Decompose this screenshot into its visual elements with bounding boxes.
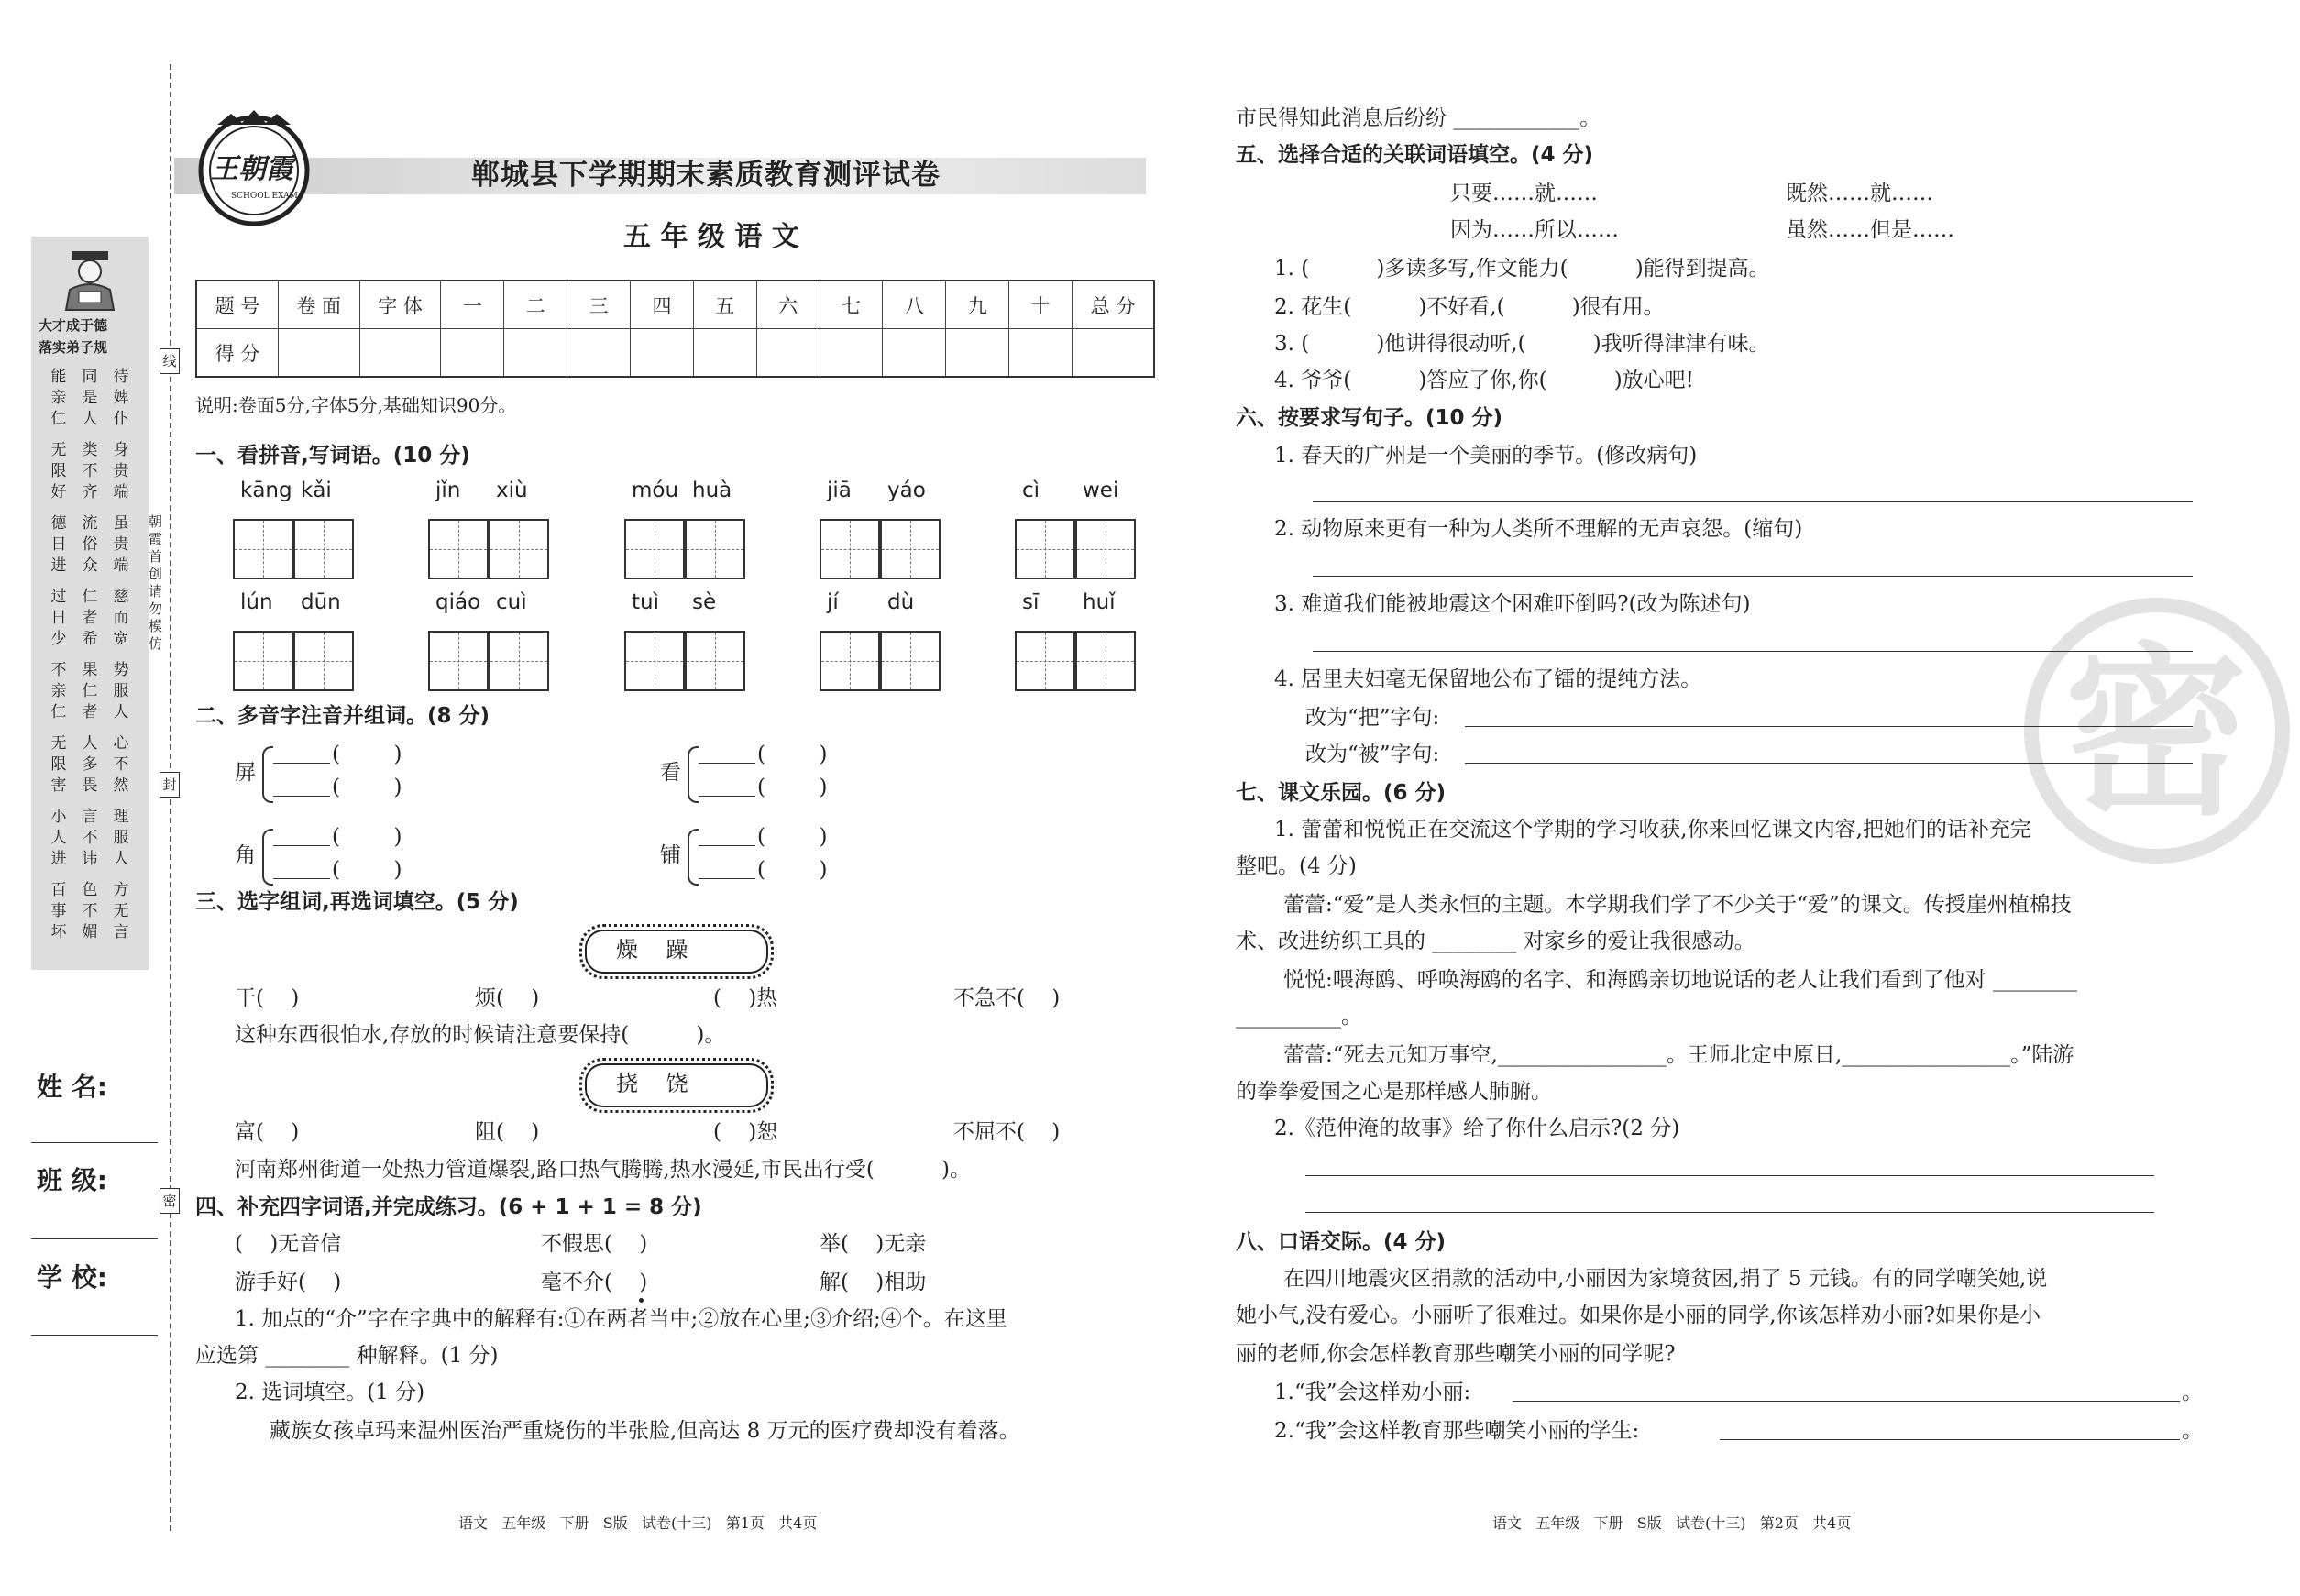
- logo-emblem: [194, 108, 314, 227]
- s6-item-2: 2. 动物原来更有一种为人类所不理解的无声哀怨。(缩句): [1274, 517, 1803, 541]
- motto-column: 不亲仁: [50, 661, 67, 721]
- motto-column: 方无言: [113, 881, 129, 941]
- s6-ba-answer[interactable]: [1465, 726, 2193, 727]
- motto-strip: [31, 237, 149, 970]
- score-header-cell: 总 分: [1073, 281, 1154, 329]
- tianzige-box[interactable]: [293, 519, 354, 579]
- tianzige-box[interactable]: [624, 631, 685, 691]
- section2-title: 二、多音字注音并组词。(8 分): [195, 704, 490, 728]
- score-input-cell[interactable]: [820, 329, 883, 378]
- instructions: 说明:卷面5分,字体5分,基础知识90分。: [195, 394, 517, 416]
- word-parentheses[interactable]: ( ): [332, 776, 402, 799]
- motto-column: 同是人: [82, 368, 98, 428]
- section1-title: 一、看拼音,写词语。(10 分): [195, 444, 470, 468]
- pinyin-syllable: huà: [692, 479, 732, 502]
- pinyin-answer-line[interactable]: [273, 845, 330, 846]
- footer-right: 语文 五年级 下册 S版 试卷(十三) 第2页 共4页: [1492, 1514, 1852, 1532]
- pinyin-answer-line[interactable]: [699, 763, 755, 764]
- s6-item-3: 3. 难道我们能被地震这个困难吓倒吗?(改为陈述句): [1274, 592, 1751, 616]
- pinyin-syllable: sī: [1022, 590, 1040, 614]
- motto-column: 能亲仁: [50, 368, 67, 428]
- score-header-cell: 字 体: [359, 281, 441, 329]
- pinyin-syllable: kǎi: [301, 479, 332, 502]
- motto-banner-bottom: 落实弟子规: [39, 339, 108, 356]
- s4-row2-c[interactable]: 解( )相助: [820, 1271, 927, 1294]
- score-input-cell[interactable]: [1009, 329, 1073, 378]
- motto-column: 无限好: [50, 441, 67, 501]
- s6-ba-label: 改为“把”字句:: [1305, 706, 1440, 730]
- motto-column: 德日进: [50, 514, 67, 575]
- seal-mark-feng: 封: [160, 772, 180, 798]
- score-header-cell: 六: [756, 281, 820, 329]
- word-parentheses[interactable]: ( ): [757, 776, 828, 799]
- section8-title: 八、口语交际。(4 分): [1236, 1230, 1447, 1254]
- s3-row2-d[interactable]: 不屈不( ): [953, 1120, 1061, 1144]
- s4-row2-b[interactable]: 毫不介( ): [541, 1271, 648, 1294]
- polyphone-char: 屏: [235, 761, 256, 785]
- tianzige-box[interactable]: [428, 631, 489, 691]
- pinyin-syllable: lún: [240, 590, 273, 614]
- pinyin-syllable: jiā: [827, 479, 852, 502]
- tianzige-box[interactable]: [1015, 519, 1075, 579]
- pinyin-syllable: qiáo: [435, 590, 481, 614]
- s3-row1-b[interactable]: 烦( ): [475, 986, 540, 1010]
- score-input-cell[interactable]: [631, 329, 694, 378]
- s7-p3a[interactable]: 蕾蕾:“死去元知万事空,________________。王师北定中原日,________________。”陆游: [1283, 1043, 2074, 1067]
- s6-answer-2[interactable]: [1313, 576, 2193, 577]
- word-parentheses[interactable]: ( ): [757, 825, 828, 849]
- s8-q1: 1.“我”会这样劝小丽:: [1274, 1381, 1471, 1404]
- score-input-cell[interactable]: [567, 329, 631, 378]
- name-label: 姓 名:: [37, 1072, 107, 1102]
- s7-q1b: 整吧。(4 分): [1236, 854, 1357, 878]
- motto-column: 流俗众: [82, 514, 98, 575]
- s5-option-3: 因为……所以……: [1450, 218, 1619, 242]
- pinyin-answer-line[interactable]: [699, 796, 755, 797]
- score-input-cell[interactable]: [278, 329, 359, 378]
- motto-column: 小人进: [50, 808, 67, 868]
- motto-column: 色不媚: [82, 881, 98, 941]
- score-header-cell: 十: [1009, 281, 1073, 329]
- tianzige-box[interactable]: [428, 519, 489, 579]
- score-table: [195, 280, 1155, 378]
- word-box-2-text: 挠 饶: [616, 1071, 688, 1096]
- watermark-char: 密: [2064, 625, 2249, 841]
- motto-column: 理服人: [113, 808, 129, 868]
- motto-column: 果仁者: [82, 661, 98, 721]
- score-header-cell: 七: [820, 281, 883, 329]
- seal-mark-xian: 线: [160, 348, 180, 374]
- score-input-cell[interactable]: [441, 329, 504, 378]
- s6-item-1: 1. 春天的广州是一个美丽的季节。(修改病句): [1274, 444, 1698, 468]
- tianzige-box[interactable]: [1015, 631, 1075, 691]
- s8-p2: 她小气,没有爱心。小丽听了很难过。如果你是小丽的同学,你该怎样劝小丽?如果你是小: [1236, 1304, 2041, 1327]
- pinyin-syllable: kāng: [240, 479, 292, 502]
- s8-p3: 丽的老师,你会怎样教育那些嘲笑小丽的同学呢?: [1236, 1342, 1676, 1366]
- s5-item-3[interactable]: 3. ( )他讲得很动听,( )我听得津津有味。: [1274, 332, 1770, 356]
- tianzige-box[interactable]: [1075, 519, 1136, 579]
- score-input-cell[interactable]: [946, 329, 1009, 378]
- brace-icon: [262, 746, 273, 803]
- s7-p1b[interactable]: 术、改进纺织工具的 ________ 对家乡的爱让我很感动。: [1236, 930, 1755, 953]
- motto-columns: [37, 367, 147, 963]
- tianzige-box[interactable]: [820, 519, 880, 579]
- motto-column: 势服人: [113, 661, 129, 721]
- seal-mark-mi: 密: [160, 1188, 180, 1214]
- tianzige-box[interactable]: [489, 631, 549, 691]
- pinyin-answer-line[interactable]: [273, 796, 330, 797]
- pinyin-syllable: yáo: [887, 479, 926, 502]
- s7-p1a: 蕾蕾:“爱”是人类永恒的主题。本学期我们学了不少关于“爱”的课文。传授崖州植棉技: [1283, 893, 2072, 917]
- word-parentheses[interactable]: ( ): [332, 743, 402, 766]
- s3-row2-b[interactable]: 阻( ): [475, 1120, 540, 1144]
- pinyin-answer-line[interactable]: [273, 878, 330, 879]
- pinyin-answer-line[interactable]: [699, 845, 755, 846]
- score-header-cell: 九: [946, 281, 1009, 329]
- s6-bei-answer[interactable]: [1465, 763, 2193, 764]
- s7-p2a[interactable]: 悦悦:喂海鸥、呼唤海鸥的名字、和海鸥亲切地说话的老人让我们看到了他对 ________: [1283, 968, 2078, 992]
- score-input-cell[interactable]: [359, 329, 441, 378]
- section5-title: 五、选择合适的关联词语填空。(4 分): [1236, 143, 1594, 167]
- pinyin-syllable: huǐ: [1083, 590, 1116, 614]
- motto-column: 过日少: [50, 588, 67, 648]
- pinyin-syllable: dù: [887, 590, 915, 614]
- tianzige-box[interactable]: [293, 631, 354, 691]
- motto-banner-top: 大才成于德: [39, 317, 108, 334]
- pinyin-syllable: cì: [1022, 479, 1040, 502]
- s8-q2-end: 。: [2182, 1419, 2203, 1443]
- section6-title: 六、按要求写句子。(10 分): [1236, 406, 1503, 430]
- school-label: 学 校:: [37, 1262, 107, 1293]
- score-header-cell: 五: [693, 281, 756, 329]
- pinyin-syllable: jí: [827, 590, 839, 614]
- pinyin-syllable: dūn: [301, 590, 341, 614]
- brace-icon: [688, 746, 699, 803]
- s3-sentence1: 这种东西很怕水,存放的时候请注意要保持( )。: [235, 1023, 726, 1047]
- motto-column: 心不然: [113, 734, 129, 795]
- pinyin-syllable: tuì: [632, 590, 659, 614]
- motto-column: 百事坏: [50, 881, 67, 941]
- s4-q1a: 1. 加点的“介”字在字典中的解释有:①在两者当中;②放在心里;③介绍;④个。在这里: [235, 1307, 1007, 1331]
- exam-subtitle: 五 年 级 语 文: [623, 221, 799, 253]
- s3-row2-a[interactable]: 富( ): [235, 1120, 300, 1144]
- pinyin-syllable: jǐn: [435, 479, 461, 502]
- s3-row1-d[interactable]: 不急不( ): [953, 986, 1061, 1010]
- s8-answer-2[interactable]: [1720, 1439, 2180, 1440]
- class-label: 班 级:: [37, 1165, 107, 1195]
- s6-bei-label: 改为“被”字句:: [1305, 743, 1440, 766]
- s3-row1-a[interactable]: 干( ): [235, 986, 300, 1010]
- s4-q1b: 应选第 ________ 种解释。(1 分): [195, 1344, 499, 1368]
- s6-item-4: 4. 居里夫妇毫无保留地公布了镭的提纯方法。: [1274, 667, 1702, 691]
- s3-row1-c[interactable]: ( )热: [713, 986, 778, 1010]
- word-box-1-text: 燥 躁: [616, 937, 688, 963]
- tianzige-box[interactable]: [624, 519, 685, 579]
- s7-p3b: 的拳拳爱国之心是那样感人肺腑。: [1236, 1080, 1552, 1104]
- motto-column: 身贵端: [113, 441, 129, 501]
- pinyin-syllable: móu: [632, 479, 679, 502]
- s5-option-2: 既然……就……: [1786, 182, 1933, 205]
- s4-row1-c[interactable]: 举( )无亲: [820, 1232, 927, 1256]
- section7-title: 七、课文乐园。(6 分): [1236, 781, 1447, 805]
- tianzige-box[interactable]: [685, 631, 745, 691]
- s5-item-1[interactable]: 1. ( )多读多写,作文能力( )能得到提高。: [1274, 257, 1770, 281]
- s7-q1a: 1. 蕾蕾和悦悦正在交流这个学期的学习收获,你来回忆课文内容,把她们的话补充完: [1274, 818, 2031, 842]
- section4-title: 四、补充四字词语,并完成练习。(6 + 1 + 1 = 8 分): [195, 1195, 702, 1219]
- score-header-cell: 二: [504, 281, 567, 329]
- motto-column: 待婢仆: [113, 368, 129, 428]
- word-parentheses[interactable]: ( ): [332, 858, 402, 882]
- pinyin-answer-line[interactable]: [273, 763, 330, 764]
- score-header-cell: 一: [441, 281, 504, 329]
- word-parentheses[interactable]: ( ): [757, 858, 828, 882]
- section3-title: 三、选字组词,再选词填空。(5 分): [195, 890, 519, 914]
- s4-row1-b[interactable]: 不假思( ): [541, 1232, 648, 1256]
- tianzige-box[interactable]: [880, 631, 941, 691]
- score-input-cell[interactable]: [756, 329, 820, 378]
- motto-column: 人多畏: [82, 734, 98, 795]
- s5-item-4[interactable]: 4. 爷爷( )答应了你,你( )放心吧!: [1274, 369, 1694, 392]
- logo-subtext: SCHOOL EXAM: [231, 192, 298, 201]
- score-header-cell: 卷 面: [278, 281, 359, 329]
- school-field[interactable]: [31, 1335, 158, 1336]
- tianzige-box[interactable]: [820, 631, 880, 691]
- score-input-cell[interactable]: [693, 329, 756, 378]
- pinyin-syllable: sè: [692, 590, 717, 614]
- s3-row2-c[interactable]: ( )恕: [713, 1120, 778, 1144]
- s6-answer-1[interactable]: [1313, 501, 2193, 502]
- brace-icon: [262, 829, 273, 886]
- s5-option-4: 虽然……但是……: [1786, 218, 1954, 242]
- pinyin-syllable: cuì: [496, 590, 527, 614]
- motto-column: 慈而宽: [113, 588, 129, 648]
- motto-column: 无限害: [50, 734, 67, 795]
- s5-option-1: 只要……就……: [1450, 182, 1598, 205]
- score-header-cell: 四: [631, 281, 694, 329]
- s4-row2-a[interactable]: 游手好( ): [235, 1271, 342, 1294]
- motto-column: 言不讳: [82, 808, 98, 868]
- tianzige-box[interactable]: [880, 519, 941, 579]
- exam-title: 郸城县下学期期末素质教育测评试卷: [471, 159, 941, 192]
- tianzige-box[interactable]: [233, 631, 293, 691]
- motto-column: 虽贵端: [113, 514, 129, 575]
- s7-q2: 2.《范仲淹的故事》给了你什么启示?(2 分): [1274, 1117, 1680, 1140]
- name-field[interactable]: [31, 1142, 158, 1143]
- s3-sentence2: 河南郑州街道一处热力管道爆裂,路口热气腾腾,热水漫延,市民出行受( )。: [235, 1158, 971, 1182]
- pinyin-answer-line[interactable]: [699, 878, 755, 879]
- polyphone-char: 角: [235, 843, 256, 867]
- pinyin-syllable: wei: [1083, 479, 1119, 502]
- score-input-cell[interactable]: [883, 329, 946, 378]
- score-input-cell[interactable]: [504, 329, 567, 378]
- s8-p1: 在四川地震灾区捐款的活动中,小丽因为家境贫困,捐了 5 元钱。有的同学嘲笑她,说: [1283, 1267, 2048, 1291]
- footer-left: 语文 五年级 下册 S版 试卷(十三) 第1页 共4页: [458, 1514, 818, 1532]
- s6-answer-3[interactable]: [1313, 651, 2193, 652]
- margin-note: 朝霞首创 请勿模仿: [149, 513, 163, 652]
- s4-row1-a[interactable]: ( )无音信: [235, 1232, 342, 1256]
- continuation-line: 市民得知此消息后纷纷 ____________。: [1236, 106, 1601, 130]
- emphasis-dot: [639, 1298, 644, 1303]
- s4-q2: 2. 选词填空。(1 分): [235, 1381, 425, 1404]
- logo-text: 王朝霞: [211, 153, 293, 185]
- s7-p2b[interactable]: __________。: [1236, 1005, 1362, 1029]
- score-header-cell: 题 号: [196, 281, 278, 329]
- s8-q2: 2.“我”会这样教育那些嘲笑小丽的学生:: [1274, 1419, 1640, 1443]
- class-field[interactable]: [31, 1238, 158, 1239]
- binding-line: [170, 64, 171, 1531]
- score-input-cell[interactable]: [1073, 329, 1154, 378]
- s8-q1-end: 。: [2182, 1381, 2203, 1404]
- tianzige-box[interactable]: [1075, 631, 1136, 691]
- word-parentheses[interactable]: ( ): [757, 743, 828, 766]
- polyphone-char: 看: [660, 761, 681, 785]
- s7-answer-2[interactable]: [1305, 1212, 2154, 1213]
- score-header-cell: 三: [567, 281, 631, 329]
- scholar-figure-icon: [59, 249, 121, 314]
- tianzige-box[interactable]: [685, 519, 745, 579]
- word-parentheses[interactable]: ( ): [332, 825, 402, 849]
- motto-column: 类不齐: [82, 441, 98, 501]
- motto-column: 仁者希: [82, 588, 98, 648]
- s8-answer-1[interactable]: [1513, 1401, 2180, 1402]
- pinyin-syllable: xiù: [496, 479, 528, 502]
- score-header-cell: 八: [883, 281, 946, 329]
- tianzige-box[interactable]: [233, 519, 293, 579]
- brace-icon: [688, 829, 699, 886]
- s4-q2-text: 藏族女孩卓玛来温州医治严重烧伤的半张脸,但高达 8 万元的医疗费却没有着落。: [270, 1419, 1020, 1443]
- s7-answer-1[interactable]: [1305, 1175, 2154, 1176]
- tianzige-box[interactable]: [489, 519, 549, 579]
- s5-item-2[interactable]: 2. 花生( )不好看,( )很有用。: [1274, 295, 1665, 319]
- polyphone-char: 铺: [660, 843, 681, 867]
- score-row-label: 得 分: [196, 329, 278, 378]
